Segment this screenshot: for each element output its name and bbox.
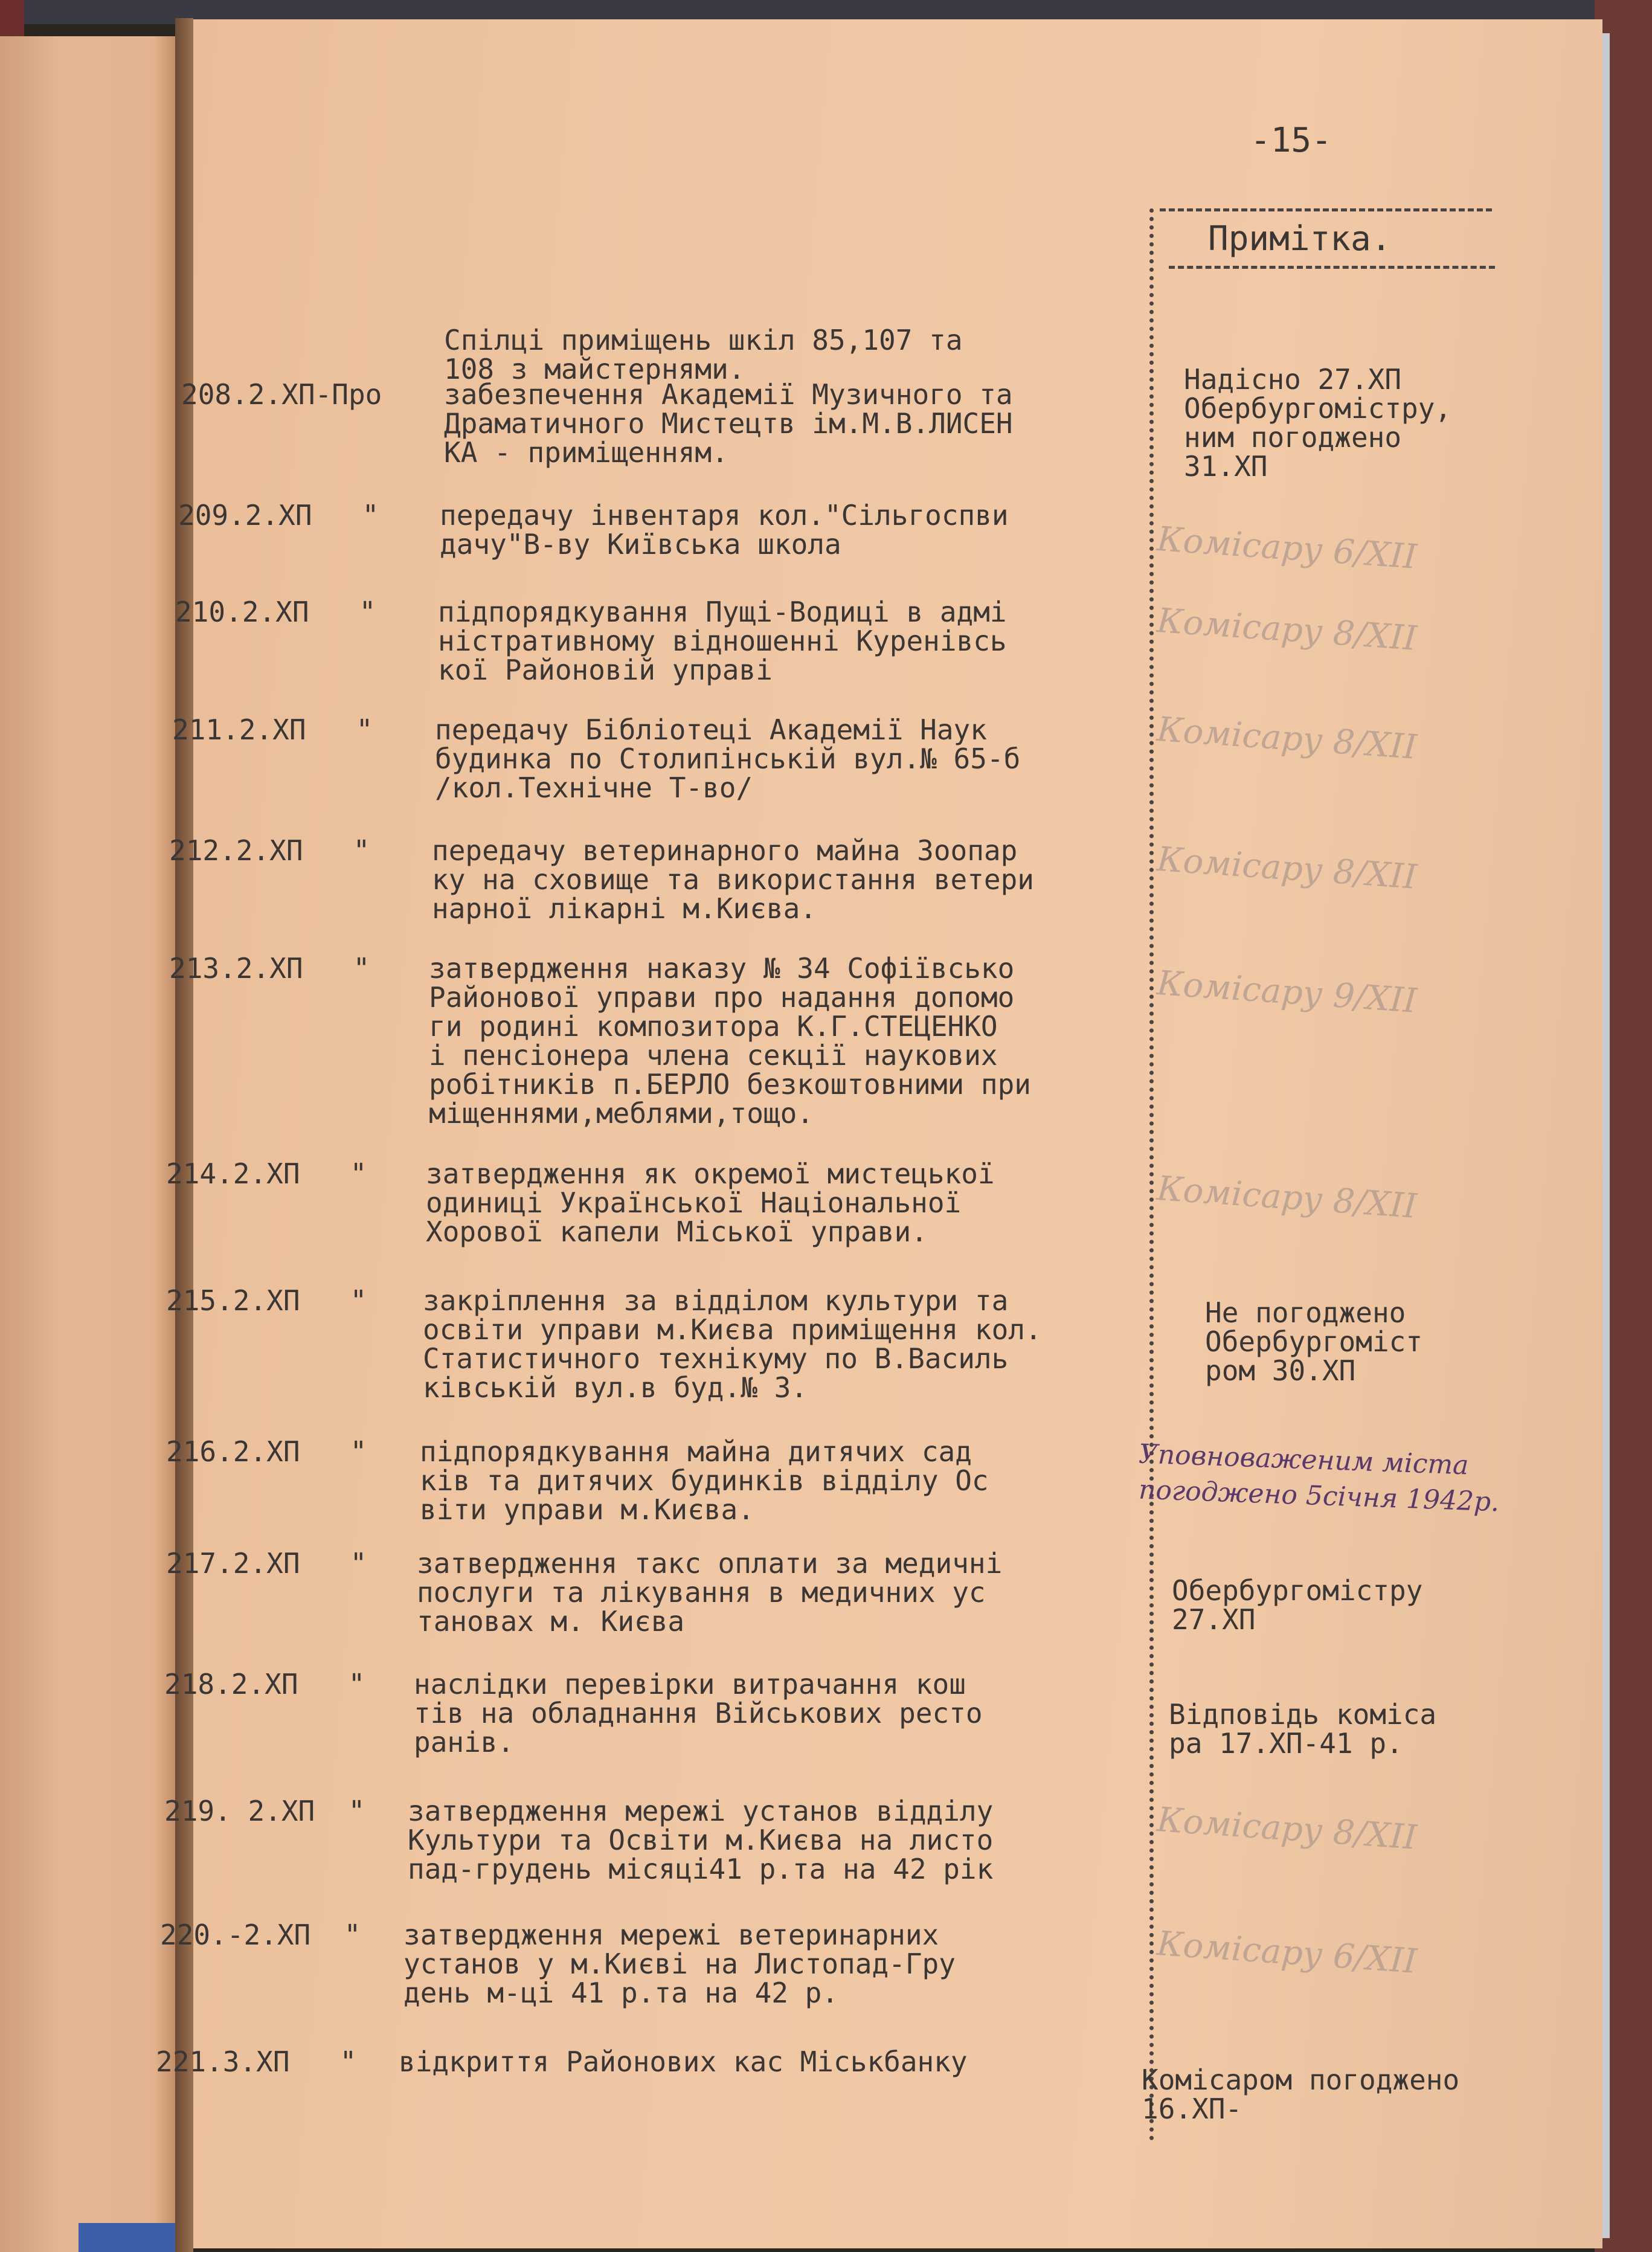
entry-date: 221.3.ХП " bbox=[156, 2045, 357, 2078]
entry-text-line: закріплення за відділом культури та bbox=[423, 1284, 1009, 1317]
pencil-remark: Комісару 8/XII bbox=[1155, 1169, 1418, 1226]
pencil-remark: Комісару 6/XII bbox=[1155, 1924, 1418, 1981]
entry-text-line: передачу інвентаря кол."Сільгоспви bbox=[440, 499, 1009, 532]
entry-remark-line: ра 17.ХП-41 р. bbox=[1169, 1727, 1403, 1760]
entry-text-line: пад-грудень місяці41 р.та на 42 рік bbox=[408, 1853, 994, 1885]
entry-remark-line: 16.ХП- bbox=[1142, 2093, 1242, 2125]
entry-text-line: затвердження мережі ветеринарних bbox=[403, 1919, 939, 1951]
continuation-line: 108 з майстернями. bbox=[444, 353, 745, 385]
entry-text-line: забезпечення Академії Музичного та bbox=[444, 378, 1013, 411]
pencil-remark: Комісару 8/XII bbox=[1155, 1800, 1418, 1858]
entry-remark-line: Обербургомістру bbox=[1172, 1574, 1423, 1607]
entry-remark-line: 31.ХП bbox=[1184, 450, 1268, 483]
entry-text-line: установ у м.Києві на Листопад-Гру bbox=[403, 1948, 956, 1980]
entry-text-line: Драматичного Мистецтв ім.М.В.ЛИСЕН bbox=[444, 407, 1013, 440]
entry-date: 216.2.ХП " bbox=[166, 1435, 367, 1468]
entry-text-line: затвердження як окремої мистецької bbox=[426, 1157, 995, 1190]
pencil-remark: Комісару 8/XII bbox=[1155, 710, 1418, 767]
entry-date: 211.2.ХП " bbox=[172, 713, 373, 746]
entry-date: 214.2.ХП " bbox=[166, 1157, 367, 1190]
entry-text-line: одиниці Української Національної bbox=[426, 1186, 962, 1219]
entry-text-line: підпорядкування майна дитячих сад bbox=[420, 1435, 972, 1468]
entry-text-line: нарної лікарні м.Києва. bbox=[432, 892, 817, 925]
entry-remark-line: Комісаром погоджено bbox=[1142, 2064, 1460, 2096]
column-separator bbox=[1149, 208, 1154, 2141]
entry-date: 215.2.ХП " bbox=[166, 1284, 367, 1317]
entry-text-line: дачу"В-ву Київська школа bbox=[440, 528, 841, 561]
entry-text-line: ківській вул.в буд.№ 3. bbox=[423, 1371, 808, 1404]
entry-text-line: і пенсіонера члена секції наукових bbox=[429, 1039, 998, 1072]
entry-text-line: затвердження наказу № 34 Софіївсько bbox=[429, 952, 1015, 985]
entry-text-line: будинка по Столипінській вул.№ 65-б bbox=[435, 742, 1021, 775]
entry-date: 213.2.ХП " bbox=[169, 952, 370, 985]
entry-text-line: освіти управи м.Києва приміщення кол. bbox=[423, 1313, 1042, 1346]
handwritten-remark-line: погоджено 5січня 1942р. bbox=[1138, 1474, 1500, 1518]
entry-remark-line: Не погоджено bbox=[1205, 1296, 1406, 1329]
entry-date: 210.2.ХП " bbox=[175, 596, 376, 628]
entry-text-line: підпорядкування Пущі-Водиці в адмі bbox=[438, 596, 1007, 628]
entry-date: 219. 2.ХП " bbox=[164, 1795, 365, 1827]
entry-text-line: тів на обладнання Військових ресто bbox=[414, 1697, 983, 1729]
entry-text-line: віти управи м.Києва. bbox=[420, 1493, 754, 1526]
entry-text-line: /кол.Технічне Т-во/ bbox=[435, 771, 753, 804]
remarks-rule-top bbox=[1160, 208, 1492, 211]
entry-remark-line: Надісно 27.ХП bbox=[1184, 363, 1402, 396]
pencil-remark: Комісару 8/XII bbox=[1155, 601, 1418, 658]
entry-remark-line: Відповідь коміса bbox=[1169, 1698, 1437, 1731]
entry-text-line: передачу Бібліотеці Академії Наук bbox=[435, 713, 987, 746]
gutter-shadow bbox=[175, 18, 193, 2252]
entry-text-line: затвердження такс оплати за медичні bbox=[417, 1547, 1003, 1580]
entry-remark-line: 27.ХП bbox=[1172, 1603, 1256, 1636]
entry-text-line: робітників п.БЕРЛО безкоштовними при bbox=[429, 1068, 1031, 1101]
entry-text-line: ранів. bbox=[414, 1726, 515, 1758]
pencil-remark: Комісару 8/XII bbox=[1155, 840, 1418, 897]
entry-text-line: КА - приміщенням. bbox=[444, 436, 728, 469]
entry-text-line: кої Районовій управі bbox=[438, 654, 773, 686]
blue-cover-corner bbox=[79, 2223, 187, 2252]
left-page-edge bbox=[0, 36, 181, 2252]
entry-remark-line: Обербургоміст bbox=[1205, 1325, 1423, 1358]
entry-text-line: Хорової капели Міської управи. bbox=[426, 1215, 928, 1248]
entry-date: 209.2.ХП " bbox=[178, 499, 379, 532]
entry-text-line: послуги та лікування в медичних ус bbox=[417, 1576, 986, 1609]
continuation-line: Спілці приміщень шкіл 85,107 та bbox=[444, 324, 963, 356]
entry-text-line: ністративному відношенні Куренівсь bbox=[438, 625, 1007, 657]
entry-text-line: тановах м. Києва bbox=[417, 1605, 685, 1638]
entry-date: 208.2.ХП-Про bbox=[181, 378, 382, 411]
entry-text-line: наслідки перевірки витрачання кош bbox=[414, 1668, 966, 1700]
handwritten-remark-line: Уповноваженим міста bbox=[1138, 1438, 1470, 1481]
entry-text-line: день м-ці 41 р.та на 42 р. bbox=[403, 1977, 839, 2009]
page-number: -15- bbox=[1250, 121, 1332, 160]
entry-text-line: передачу ветеринарного майна Зоопар bbox=[432, 834, 1018, 867]
entry-remark-line: Обербургомістру, bbox=[1184, 392, 1452, 425]
entry-text-line: відкриття Районових кас Міськбанку bbox=[399, 2045, 968, 2078]
entry-date: 220.-2.ХП " bbox=[160, 1919, 361, 1951]
entry-text-line: Районової управи про надання допомо bbox=[429, 981, 1015, 1014]
entry-date: 212.2.ХП " bbox=[169, 834, 370, 867]
entry-text-line: ків та дитячих будинків відділу Ос bbox=[420, 1464, 989, 1497]
entry-text-line: Культури та Освіти м.Києва на листо bbox=[408, 1824, 994, 1856]
entry-text-line: затвердження мережі установ відділу bbox=[408, 1795, 994, 1827]
remarks-header: Примітка. bbox=[1208, 219, 1392, 259]
entry-remark-line: ним погоджено bbox=[1184, 421, 1402, 454]
pencil-remark: Комісару 9/XII bbox=[1155, 964, 1418, 1021]
entry-date: 218.2.ХП " bbox=[164, 1668, 365, 1700]
remarks-rule-bottom bbox=[1169, 266, 1495, 269]
entry-text-line: міщеннями,меблями,тощо. bbox=[429, 1097, 814, 1130]
pencil-remark: Комісару 6/XII bbox=[1155, 520, 1418, 577]
entry-remark-line: ром 30.ХП bbox=[1205, 1354, 1356, 1387]
entry-date: 217.2.ХП " bbox=[166, 1547, 367, 1580]
entry-text-line: Статистичного технікуму по В.Василь bbox=[423, 1342, 1009, 1375]
entry-text-line: ку на сховище та використання ветери bbox=[432, 863, 1034, 896]
entry-text-line: ги родині композитора К.Г.СТЕЦЕНКО bbox=[429, 1010, 998, 1043]
